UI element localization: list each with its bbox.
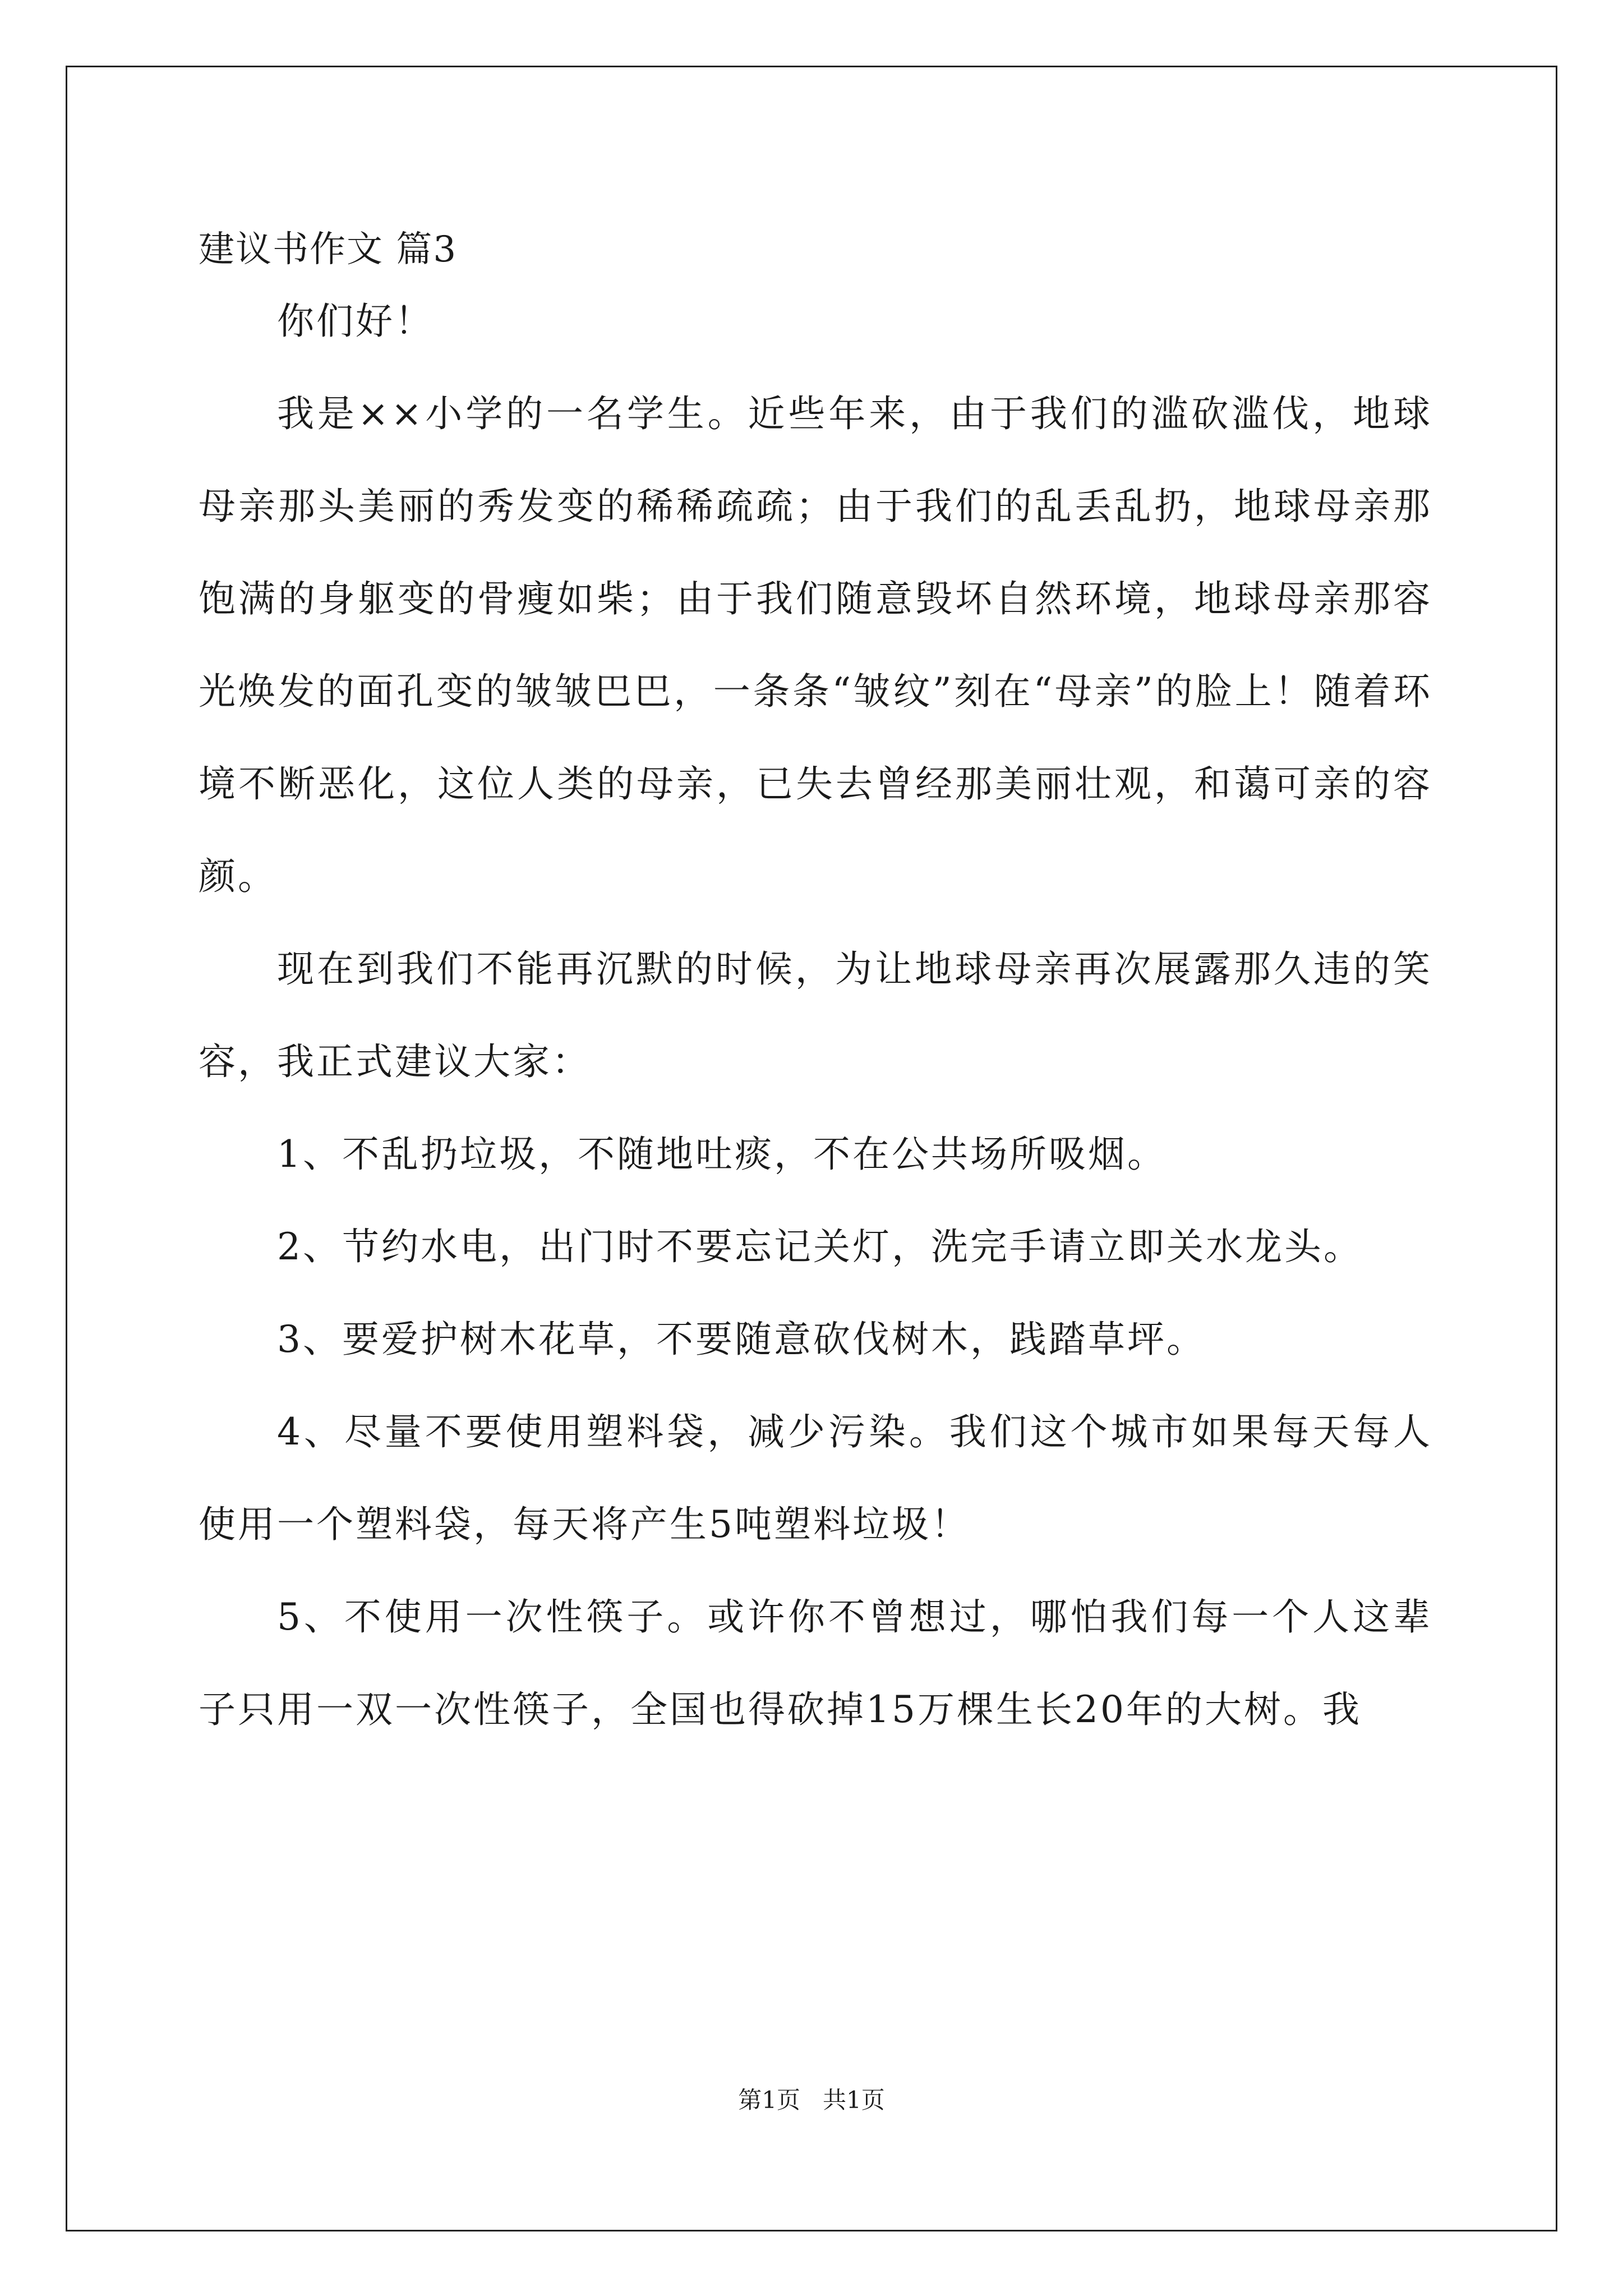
- document-body: [199, 275, 1432, 1756]
- paragraph-introduction: 我是××小学的一名学生。近些年来，由于我们的滥砍滥伐，地球母亲那头美丽的秀发变的稀稀疏疏；由于我们的乱丢乱扔，地球母亲那饱满的身躯变的骨瘦如柴；由于我们随意毁坏自然环境，地球母亲那容光焕发的面孔变的皱皱巴巴，一条条“皱纹”刻在“母亲”的脸上！随着环境不断恶化，这位人类的母亲，已失去曾经那美丽壮观，和蔼可亲的容颜。: [199, 392, 1432, 898]
- paragraph-item-4: 4、尽量不要使用塑料袋，减少污染。我们这个城市如果每天每人使用一个塑料袋，每天将产生5吨塑料垃圾！: [199, 1410, 1432, 1546]
- document-title: 建议书作文 篇3: [199, 229, 458, 270]
- paragraph-item-3: 3、要爱护树木花草，不要随意砍伐树木，践踏草坪。: [277, 1318, 1206, 1361]
- paragraph-item-5: 5、不使用一次性筷子。或许你不曾想过，哪怕我们每一个人这辈子只用一双一次性筷子，全国也得砍掉15万棵生长20年的大树。我: [199, 1595, 1432, 1731]
- paragraph-item-1: 1、不乱扔垃圾，不随地吐痰，不在公共场所吸烟。: [277, 1133, 1166, 1176]
- paragraph-proposal: 现在到我们不能再沉默的时候，为让地球母亲再次展露那久违的笑容，我正式建议大家：: [199, 947, 1432, 1083]
- page-footer: 第1页 共1页: [738, 2086, 885, 2114]
- paragraph-item-2: 2、节约水电，出门时不要忘记关灯，洗完手请立即关水龙头。: [277, 1225, 1363, 1268]
- paragraph-greeting: 你们好！: [277, 300, 434, 343]
